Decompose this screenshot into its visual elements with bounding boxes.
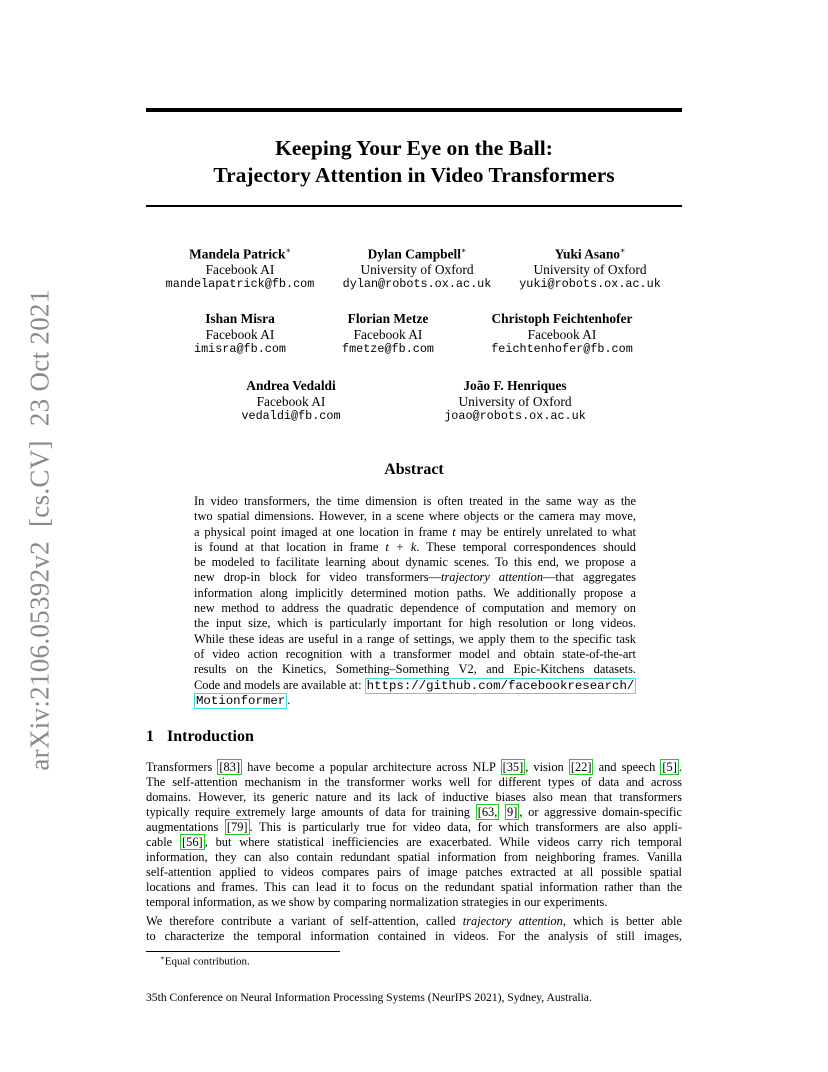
text: and speech [598,760,656,774]
text: , vision [525,760,564,774]
paragraph-line: information, they can also contain redundant spatial information from neighboring frames. Vanilla [146,850,682,864]
abstract-line [194,540,636,555]
intro-paragraph-1 [146,760,682,910]
author-affiliation: University of Oxford [360,261,474,277]
author-block [145,243,335,293]
arxiv-id: arXiv:2106.05392v2 [24,541,55,771]
author-name: Dylan Campbell [367,246,461,262]
author-affiliation: Facebook AI [353,326,423,342]
paragraph-line: self-attention applied to videos compares pairs of image patches extracted at all possible spatial [146,865,682,879]
title-top-rule [146,108,682,112]
text: , but where statistical inefficiencies are exacerbated. While videos carry rich temporal [204,835,682,849]
citation-link[interactable]: [22] [570,760,592,774]
citation-link[interactable]: [83] [219,760,241,774]
author-block [467,311,657,358]
abstract-line: new method to address the quadratic dependence of computation and memory on [194,601,636,616]
author-affiliation: Facebook AI [527,326,597,342]
math-t: t [452,524,456,539]
abstract-text: may be entirely unrelated to what [460,524,636,539]
code-link-continued[interactable]: Motionformer [196,693,286,708]
text: . [678,760,682,774]
paragraph-line [146,760,682,775]
citation-link[interactable]: [56] [182,835,203,849]
paragraph-line [146,914,682,929]
abstract-line: two spatial dimensions. However, in a scene where objects or the camera may move, [194,509,636,524]
title-line-1: Keeping Your Eye on the Ball: [275,136,553,160]
abstract-line: information along implicitly determined motion paths. We additionally propose a [194,585,636,600]
equal-contribution-mark: ∗ [619,246,626,255]
citation-link[interactable]: [5] [662,760,677,774]
author-name: Mandela Patrick [189,246,286,262]
abstract-line: In video transformers, the time dimension is often treated in the same way as the [194,494,636,508]
text: . This is particularly true for video data, for which transformers are also appli- [249,820,682,834]
text: cable [146,835,173,849]
paragraph-line [146,820,682,835]
text: have become a popular architecture across NLP [247,760,496,774]
abstract-heading: Abstract [384,461,444,478]
abstract-text: . These temporal correspondences should [416,539,636,554]
intro-paragraph-2 [146,914,682,944]
author-email: imisra@fb.com [193,342,287,356]
arxiv-stamp [25,282,56,777]
author-block [322,243,512,293]
author-email: fmetze@fb.com [341,342,435,356]
code-link[interactable]: https://github.com/facebookresearch/ [366,678,635,693]
emphasis-trajectory-attention: trajectory attention [441,570,543,585]
title-bottom-rule [146,205,682,207]
text: Transformers [146,760,213,774]
text: We therefore contribute a variant of self-attention, called [146,914,456,928]
text: , which is better able [562,914,682,928]
footnote [160,954,250,968]
abstract-line: the input size, which is particularly important for high resolution or long videos. [194,616,636,631]
citation-link[interactable]: [79] [226,820,248,834]
paragraph-line: The self-attention mechanism in the transformer works well for different types of data and across [146,775,682,789]
abstract-line [194,570,636,585]
math-t-plus-k: t + k [385,539,417,554]
section-number: 1 [146,728,154,745]
abstract-text: Code and models are available at: [194,677,362,692]
author-name: Yuki Asano [554,246,620,262]
paragraph-line: temporal information, as we show by comparing normalization strategies in our experiments. [146,895,608,909]
text: , or aggressive domain-specific [519,805,682,819]
author-name: Christoph Feichtenhofer [491,311,633,326]
author-block [196,378,386,425]
paragraph-line: to characterize the temporal information contained in videos. For the analysis of still images, [146,929,682,943]
equal-contribution-mark: ∗ [285,246,291,255]
abstract-text: new drop-in block for video transformers— [194,570,441,585]
citation-link[interactable]: 9] [507,805,518,819]
abstract-line: of video action recognition with a transformer model and obtain state-of-the-art [194,646,636,661]
author-email: yuki@robots.ox.ac.uk [519,277,661,292]
abstract-text: . [287,692,291,707]
author-name: Andrea Vedaldi [246,378,336,393]
paragraph-line [146,835,682,850]
footnote-text: Equal contribution. [164,955,250,968]
abstract-text: a physical point imaged at one location in frame [194,524,448,539]
abstract-text: is found at that location in frame [194,539,379,554]
footnote-mark: ∗ [160,954,165,962]
author-affiliation: Facebook AI [256,393,326,409]
author-name: João F. Henriques [463,378,567,393]
author-name: Florian Metze [347,311,429,326]
text: typically require extremely large amounts of data for training [146,805,471,819]
author-email: joao@robots.ox.ac.uk [444,409,586,423]
title-line-2: Trajectory Attention in Video Transformers [213,163,615,187]
citation-link[interactable]: [63, [477,805,498,819]
abstract-line: be modeled to facilitate learning about dynamic scenes. To this end, we propose a [194,555,636,570]
equal-contribution-mark: ∗ [460,246,467,255]
section-title: Introduction [167,728,254,745]
paragraph-line: domains. However, its generic nature and its lack of inductive biases also mean that transformers [146,790,682,804]
author-block [495,243,685,293]
abstract-line: results on the Kinetics, Something–Something V2, and Epic-Kitchens datasets. [194,662,636,677]
paragraph-line: locations and frames. This can lead it to focus on the redundant spatial information rather than the [146,880,682,894]
author-affiliation: Facebook AI [205,326,275,342]
abstract-line [194,525,636,540]
author-block [420,378,610,425]
author-affiliation: University of Oxford [458,393,572,409]
citation-link[interactable]: [35] [502,760,524,774]
author-email: feichtenhofer@fb.com [491,342,633,356]
author-email: vedaldi@fb.com [241,409,341,423]
abstract-line [194,678,636,693]
author-affiliation: University of Oxford [533,261,647,277]
abstract-line [194,693,636,708]
section-heading [146,728,254,746]
abstract-line: While these ideas are useful in a range of settings, we apply them to the specific task [194,631,636,646]
arxiv-category: [cs.CV] [24,440,55,527]
paper-title [146,135,682,189]
footnote-rule [146,951,340,952]
paragraph-line [146,805,682,820]
emphasis-trajectory-attention: trajectory attention [462,914,563,928]
abstract-text: —that aggregates [542,570,637,585]
text: augmentations [146,820,219,834]
conference-note: 35th Conference on Neural Information Processing Systems (NeurIPS 2021), Sydney, Australia. [146,991,592,1004]
author-name: Ishan Misra [205,311,275,326]
author-affiliation: Facebook AI [205,261,275,277]
author-email: mandelapatrick@fb.com [165,277,315,292]
author-block [293,311,483,358]
arxiv-date: 23 Oct 2021 [24,289,55,427]
author-email: dylan@robots.ox.ac.uk [342,277,492,292]
abstract-body [194,494,636,708]
